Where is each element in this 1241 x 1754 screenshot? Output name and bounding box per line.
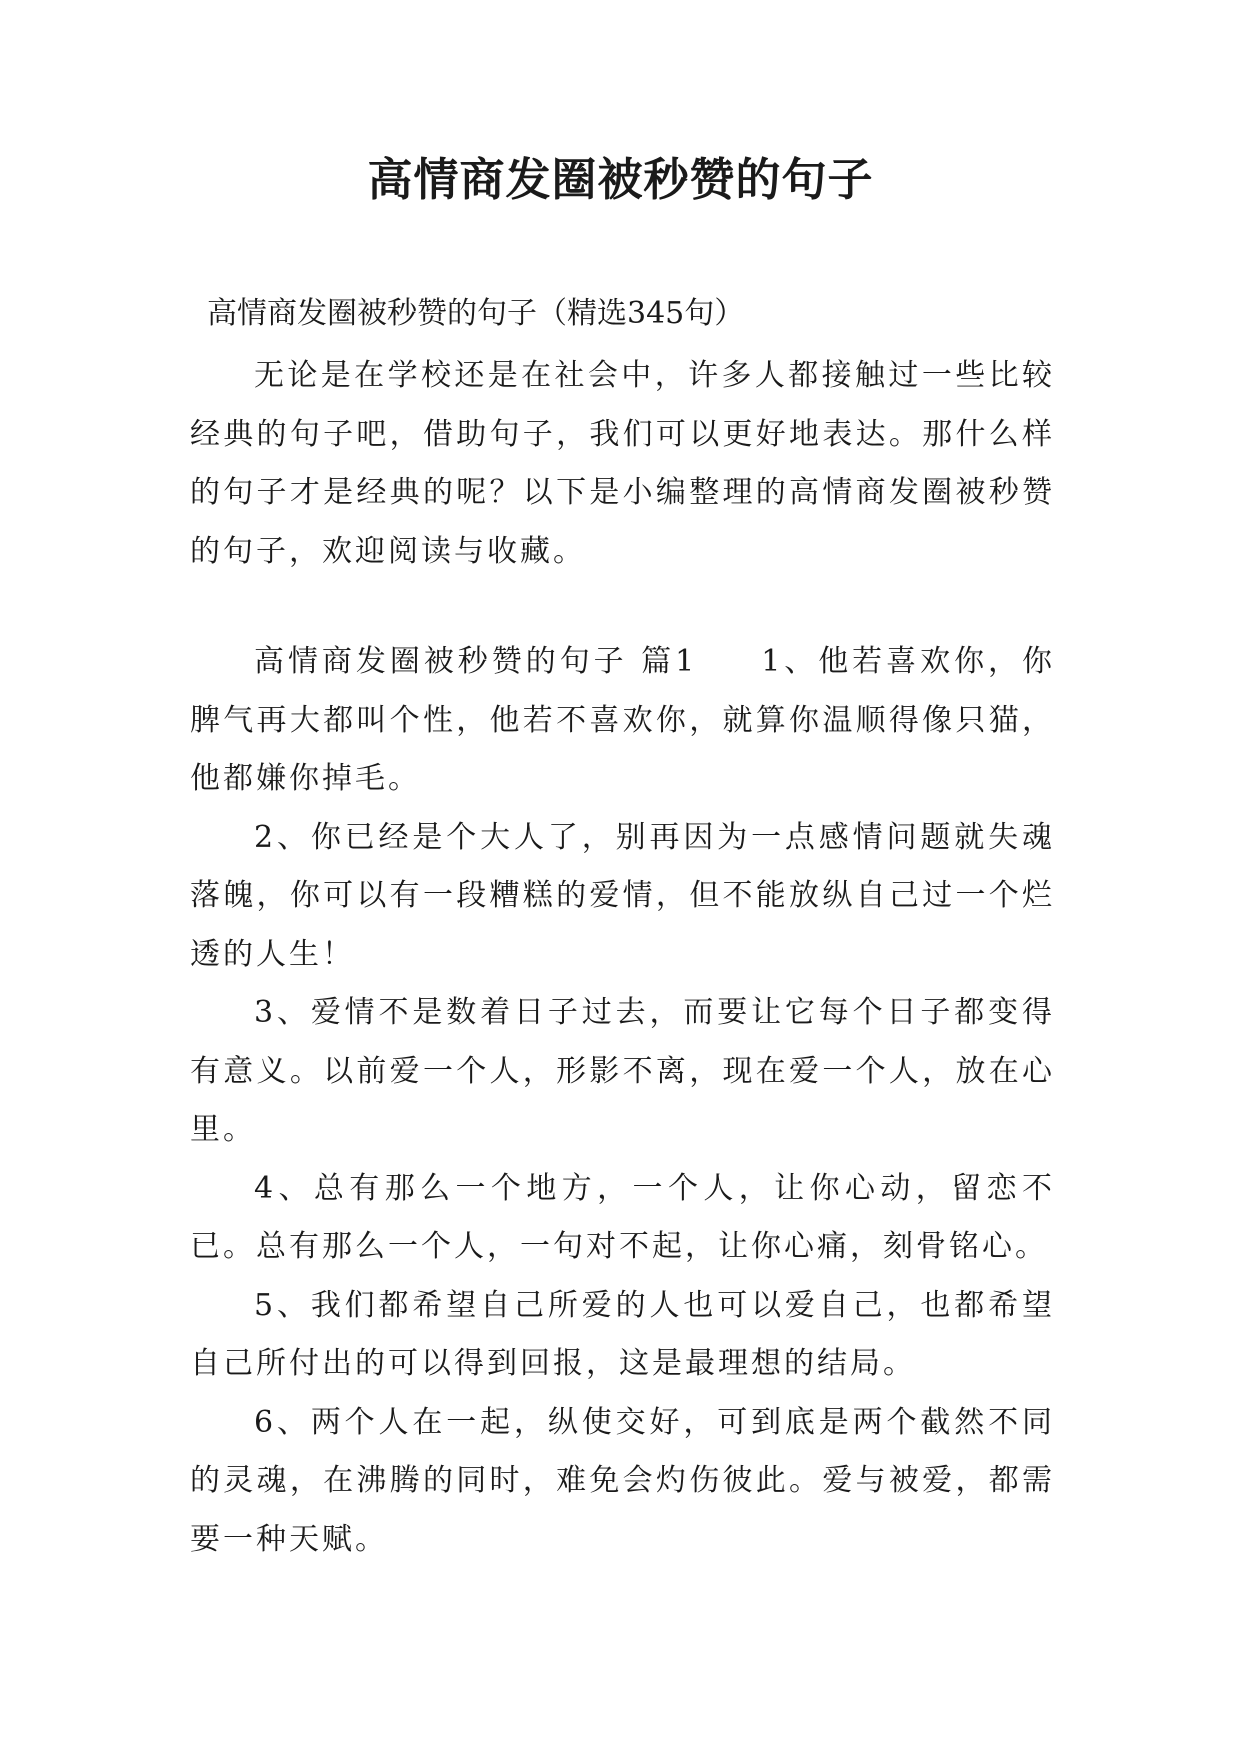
list-item: 6、两个人在一起，纵使交好，可到底是两个截然不同的灵魂，在沸腾的同时，难免会灼伤彼此。爱与被爱，都需要一种天赋。 [190,1404,1055,1557]
list-item: 5、我们都希望自己所爱的人也可以爱自己，也都希望自己所付出的可以得到回报，这是最理想的结局。 [190,1287,1055,1381]
intro-paragraph: 无论是在学校还是在社会中，许多人都接触过一些比较经典的句子吧，借助句子，我们可以更好地表达。那什么样的句子才是经典的呢？以下是小编整理的高情商发圈被秒赞的句子，欢迎阅读与收藏。 [190,358,1055,569]
section-heading: 高情商发圈被秒赞的句子 篇1 [254,644,698,679]
list-item: 2、你已经是个大人了，别再因为一点感情问题就失魂落魄，你可以有一段糟糕的爱情，但不能放纵自己过一个烂透的人生！ [190,819,1055,972]
intro-block [190,347,1055,581]
article-body [190,633,1055,1569]
list-item: 4、总有那么一个地方，一个人，让你心动，留恋不已。总有那么一个人，一句对不起，让你心痛，刻骨铭心。 [190,1170,1055,1264]
list-item [190,633,1055,809]
list-item-text: 1、他若喜欢你，你脾气再大都叫个性，他若不喜欢你，就算你温顺得像只猫，他都嫌你掉毛。 [190,644,1056,796]
document-title: 高情商发圈被秒赞的句子 [367,153,874,206]
list-item: 3、爱情不是数着日子过去，而要让它每个日子都变得有意义。以前爱一个人，形影不离，现在爱一个人，放在心里。 [190,995,1055,1147]
document-subtitle: 高情商发圈被秒赞的句子（精选345句） [207,296,745,331]
